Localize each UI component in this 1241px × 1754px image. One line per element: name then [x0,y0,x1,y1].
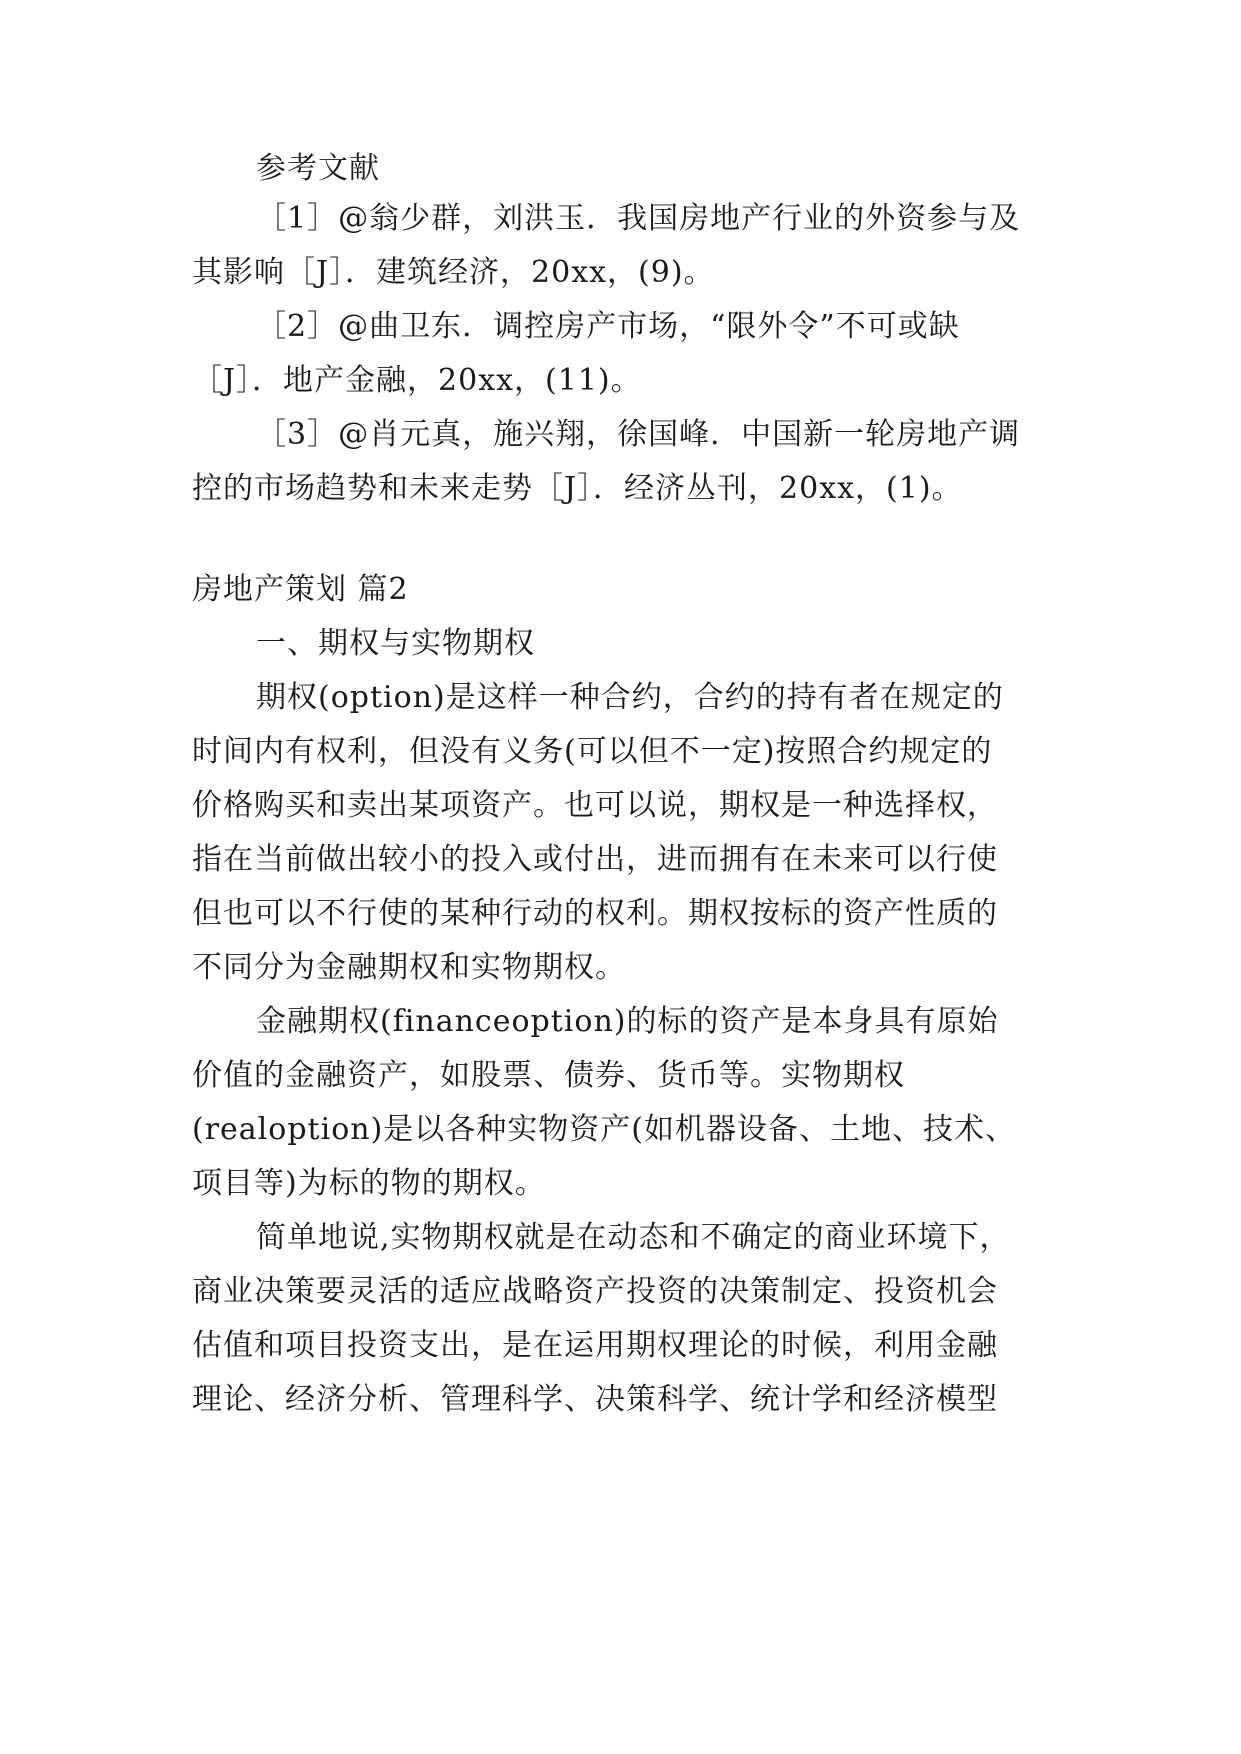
paragraph-3-line-4: 理论、经济分析、管理科学、决策科学、统计学和经济模型 [192,1382,998,1417]
paragraph-1-line-5: 但也可以不行使的某种行动的权利。期权按标的资产性质的 [192,896,998,931]
paragraph-3-line-2: 商业决策要灵活的适应战略资产投资的决策制定、投资机会 [192,1274,998,1309]
reference-2-line-2: ［J］．地产金融，20xx，(11)。 [192,363,642,398]
reference-1-line-1: ［1］@翁少群，刘洪玉．我国房地产行业的外资参与及 [256,201,1021,236]
paragraph-1-line-4: 指在当前做出较小的投入或付出，进而拥有在未来可以行使 [192,842,998,877]
reference-2-line-1: ［2］@曲卫东．调控房产市场，“限外令”不可或缺 [256,309,960,344]
reference-3-line-2: 控的市场趋势和未来走势［J］．经济丛刊，20xx，(1)。 [192,471,963,506]
references-heading: 参考文献 [256,151,380,186]
reference-1-line-2: 其影响［J］．建筑经济，20xx，(9)。 [192,255,715,290]
section-subheading: 一、期权与实物期权 [256,626,535,661]
paragraph-2-line-1: 金融期权(financeoption)的标的资产是本身具有原始 [256,1004,999,1039]
paragraph-1-line-1: 期权(option)是这样一种合约，合约的持有者在规定的 [256,680,1004,715]
paragraph-1-line-3: 价格购买和卖出某项资产。也可以说，期权是一种选择权， [192,788,998,823]
paragraph-2-line-2: 价值的金融资产，如股票、债券、货币等。实物期权 [192,1058,905,1093]
paragraph-1-line-6: 不同分为金融期权和实物期权。 [192,950,626,985]
paragraph-2-line-4: 项目等)为标的物的期权。 [192,1166,546,1201]
paragraph-1-line-2: 时间内有权利，但没有义务(可以但不一定)按照合约规定的 [192,734,993,769]
reference-3-line-1: ［3］@肖元真，施兴翔，徐国峰．中国新一轮房地产调 [256,417,1021,452]
paragraph-3-line-1: 简单地说,实物期权就是在动态和不确定的商业环境下， [256,1220,1011,1255]
section-title: 房地产策划 篇2 [192,572,409,607]
paragraph-3-line-3: 估值和项目投资支出，是在运用期权理论的时候，利用金融 [192,1328,998,1363]
paragraph-2-line-3: (realoption)是以各种实物资产(如机器设备、土地、技术、 [192,1112,1016,1147]
